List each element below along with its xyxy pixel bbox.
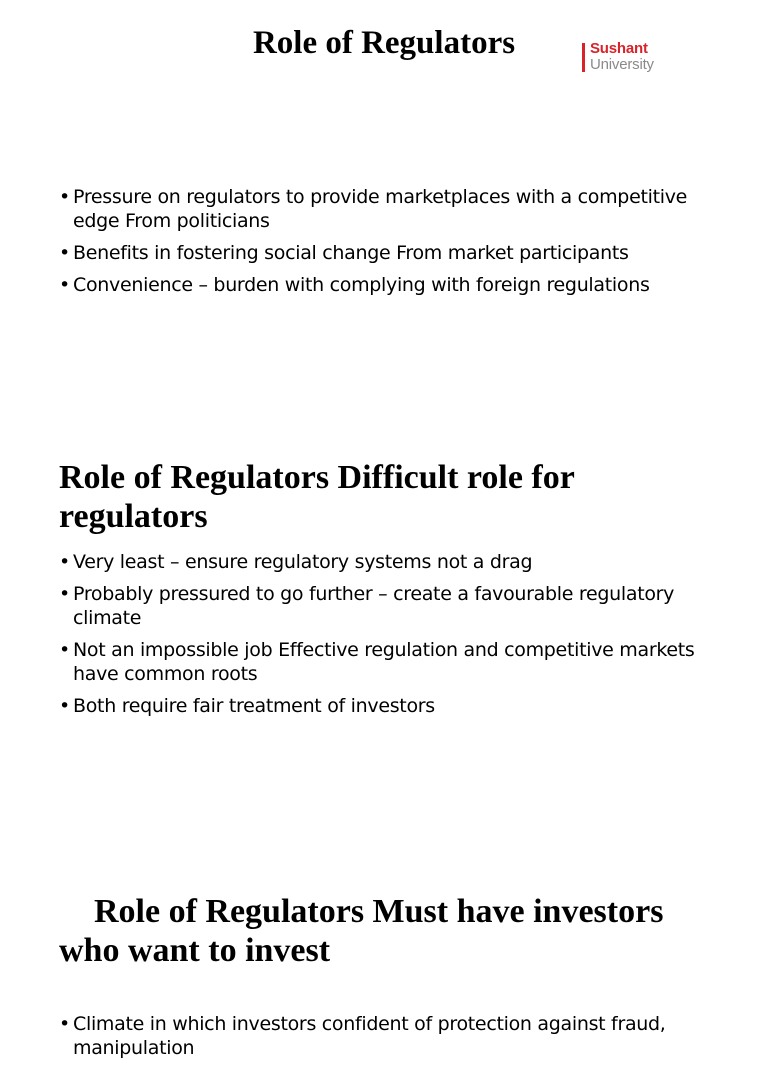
bullet-text: Probably pressured to go further – create a favourable regulatory climate bbox=[73, 583, 675, 629]
bullet-icon: • bbox=[59, 551, 70, 573]
logo-accent-bar bbox=[582, 43, 585, 72]
bullet-icon: • bbox=[59, 639, 70, 661]
bullet-icon: • bbox=[59, 242, 70, 264]
bullet-text: Not an impossible job Effective regulation and competitive markets have common roots bbox=[73, 639, 695, 685]
slide-3-title: Role of Regulators Must have investors who want to invest bbox=[59, 893, 664, 969]
bullet-text: Pressure on regulators to provide marketplaces with a competitive edge From politicians bbox=[73, 186, 688, 232]
bullet-icon: • bbox=[59, 186, 70, 208]
slide-3-bullet-list bbox=[59, 1012, 709, 1068]
list-item bbox=[59, 273, 709, 297]
slide-1-title: Role of Regulators bbox=[252, 25, 516, 61]
list-item bbox=[59, 185, 709, 233]
list-item bbox=[59, 638, 709, 686]
list-item bbox=[59, 1012, 709, 1060]
bullet-icon: • bbox=[59, 274, 70, 296]
slide-3-title-wrapper bbox=[59, 892, 719, 970]
bullet-text: Both require fair treatment of investors bbox=[73, 695, 435, 717]
slide-2-title: Role of Regulators Difficult role for regulators bbox=[59, 459, 575, 535]
bullet-text: Convenience – burden with complying with foreign regulations bbox=[73, 274, 650, 296]
bullet-icon: • bbox=[59, 583, 70, 605]
logo-text-university: University bbox=[590, 56, 654, 73]
list-item bbox=[59, 582, 709, 630]
sushant-university-logo bbox=[582, 42, 682, 74]
slide-1-bullet-list bbox=[59, 185, 709, 305]
bullet-icon: • bbox=[59, 1013, 70, 1035]
bullet-text: Benefits in fostering social change From market participants bbox=[73, 242, 629, 264]
bullet-text: Very least – ensure regulatory systems not a drag bbox=[73, 551, 533, 573]
bullet-text: Climate in which investors confident of protection against fraud, manipulation bbox=[73, 1013, 666, 1059]
list-item bbox=[59, 694, 709, 718]
list-item bbox=[59, 241, 709, 265]
bullet-icon: • bbox=[59, 695, 70, 717]
list-item bbox=[59, 550, 709, 574]
logo-text-sushant: Sushant bbox=[590, 40, 648, 57]
slide-2-bullet-list bbox=[59, 550, 709, 726]
